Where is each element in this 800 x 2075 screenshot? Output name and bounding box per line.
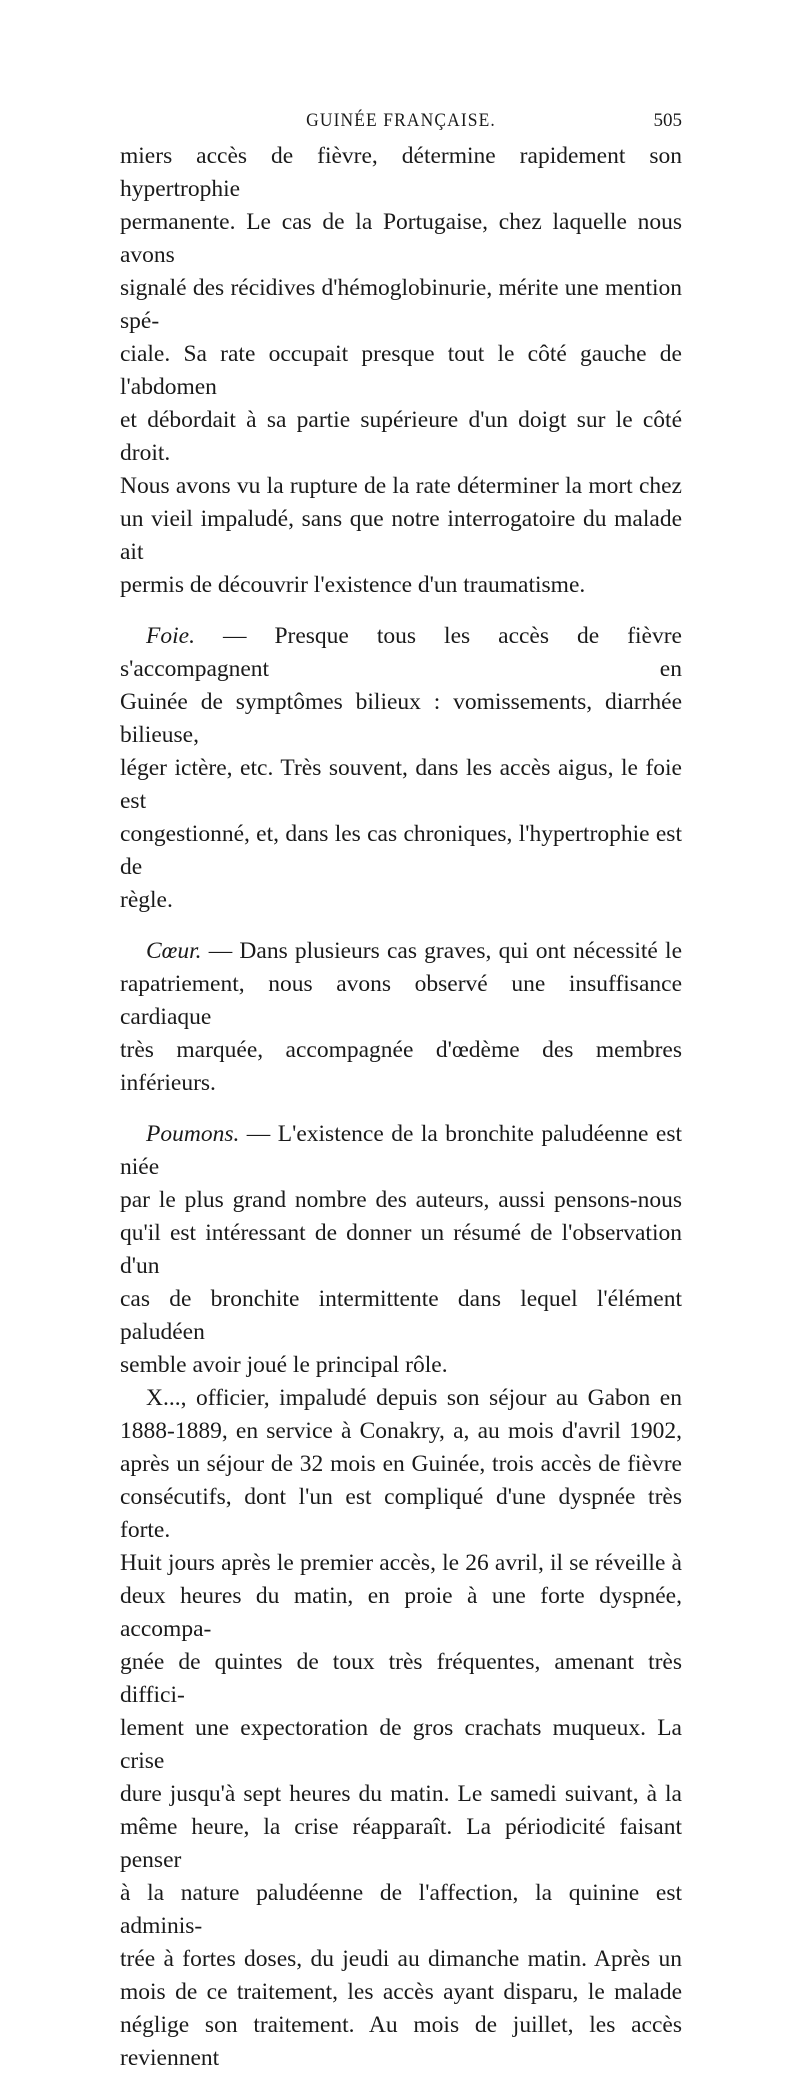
text-line-foie — [120, 620, 682, 686]
text-line: 1888-1889, en service à Conakry, a, au mois d'avril 1902, — [120, 1418, 682, 1444]
text-line: ciale. Sa rate occupait presque tout le côté gauche de l'abdomen — [120, 341, 682, 400]
body-text — [120, 140, 682, 2075]
text-line: deux heures du matin, en proie à une forte dyspnée, accompa- — [120, 1583, 682, 1642]
section-heading-foie: Foie. — [146, 623, 195, 649]
text-line: après un séjour de 32 mois en Guinée, trois accès de fièvre — [120, 1451, 682, 1477]
text-line: Nous avons vu la rupture de la rate déterminer la mort chez — [120, 473, 682, 499]
text-line: à la nature paludéenne de l'affection, la quinine est adminis- — [120, 1880, 682, 1939]
text-line: gnée de quintes de toux très fréquentes, amenant très diffici- — [120, 1649, 682, 1708]
running-title: GUINÉE FRANÇAISE. — [306, 110, 496, 131]
text-line: consécutifs, dont l'un est compliqué d'une dyspnée très forte. — [120, 1484, 682, 1543]
text-line: lement une expectoration de gros crachats muqueux. La crise — [120, 1715, 682, 1774]
section-heading-coeur: Cœur. — [146, 938, 202, 964]
text-line: cas de bronchite intermittente dans lequel l'élément paludéen — [120, 1286, 682, 1345]
text-line: même heure, la crise réapparaît. La périodicité faisant penser — [120, 1814, 682, 1873]
text-line: et débordait à sa partie supérieure d'un doigt sur le côté droit. — [120, 407, 682, 466]
text-line: signalé des récidives d'hémoglobinurie, mérite une mention spé- — [120, 275, 682, 334]
text-line: congestionné, et, dans les cas chroniques, l'hypertrophie est de — [120, 821, 682, 880]
text-run: — Dans plusieurs cas graves, qui ont nécessité le — [201, 938, 682, 964]
section-heading-poumons: Poumons. — [146, 1121, 240, 1147]
text-line: mois de ce traitement, les accès ayant disparu, le malade — [120, 1979, 682, 2005]
text-line: qu'il est intéressant de donner un résumé de l'observation d'un — [120, 1220, 682, 1279]
text-line: règle. — [120, 887, 173, 913]
text-line: par le plus grand nombre des auteurs, aussi pensons-nous — [120, 1187, 682, 1213]
text-line: rapatriement, nous avons observé une insuffisance cardiaque — [120, 971, 682, 1030]
text-run: — Presque tous les accès de fièvre s'accompagnent en — [120, 623, 682, 682]
text-line: dure jusqu'à sept heures du matin. Le samedi suivant, à la — [120, 1781, 682, 1807]
text-line: Guinée de symptômes bilieux : vomissements, diarrhée bilieuse, — [120, 689, 682, 748]
page-header — [120, 110, 682, 140]
text-line: néglige son traitement. Au mois de juillet, les accès reviennent — [120, 2012, 682, 2071]
text-line: un vieil impaludé, sans que notre interrogatoire du malade ait — [120, 506, 682, 565]
text-line: Huit jours après le premier accès, le 26 avril, il se réveille à — [120, 1550, 682, 1576]
text-line-poumons — [120, 1118, 682, 1184]
text-line: léger ictère, etc. Très souvent, dans les accès aigus, le foie est — [120, 755, 682, 814]
text-line-coeur — [120, 935, 682, 968]
text-line: semble avoir joué le principal rôle. — [120, 1352, 448, 1378]
page-number: 505 — [653, 110, 682, 131]
text-run: — L'existence de la bronchite paludéenne est niée — [120, 1121, 682, 1180]
text-line: permanente. Le cas de la Portugaise, chez laquelle nous avons — [120, 209, 682, 268]
text-line: très marquée, accompagnée d'œdème des membres inférieurs. — [120, 1037, 682, 1096]
text-line: trée à fortes doses, du jeudi au dimanche matin. Après un — [120, 1946, 682, 1972]
text-line: X..., officier, impaludé depuis son séjour au Gabon en — [146, 1385, 682, 1411]
text-line: permis de découvrir l'existence d'un traumatisme. — [120, 572, 586, 598]
text-line: miers accès de fièvre, détermine rapidement son hypertrophie — [120, 143, 682, 202]
